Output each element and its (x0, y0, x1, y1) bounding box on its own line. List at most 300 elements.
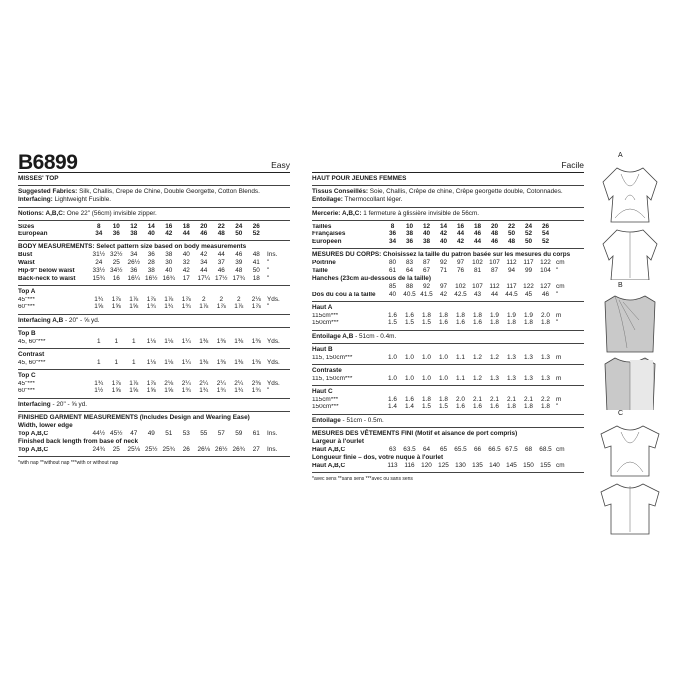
body-measurements-block (312, 249, 584, 302)
yardage-view-label: Top A (18, 287, 36, 295)
value-cell: 10 (112, 222, 120, 230)
fabrics-text (312, 188, 584, 204)
row-values (90, 339, 265, 345)
body-measurements-block (18, 241, 290, 285)
value-cell: 1.6 (388, 395, 397, 403)
row-values (384, 292, 554, 298)
value-cell: 1.0 (439, 353, 448, 361)
value-cell: 99 (524, 266, 533, 274)
unit-label: m (556, 311, 562, 319)
yardage-view-label: Interfacing A,B (18, 316, 64, 324)
value-cell: 46 (217, 266, 225, 274)
value-cell: 2.1 (507, 395, 516, 403)
row-label: 150cm*** (312, 320, 339, 327)
value-cell: 46 (235, 251, 243, 259)
value-cell: 26⅛ (197, 445, 210, 453)
value-cell: 1⅞ (216, 303, 226, 311)
value-cell: 44.5 (505, 290, 518, 298)
value-cell: 32 (182, 259, 190, 267)
value-cell: 1¾ (164, 303, 174, 311)
value-cell: 1⅜ (216, 358, 226, 366)
value-cell: 47 (130, 429, 138, 437)
row-label: Top A,B,C (18, 430, 49, 437)
value-cell: 1.8 (524, 403, 533, 411)
row-values (384, 239, 554, 245)
value-cell: 53 (182, 429, 190, 437)
value-cell: 2.1 (473, 395, 482, 403)
value-cell: 1 (96, 358, 101, 366)
value-cell: 38 (405, 230, 414, 238)
value-cell: 22 (507, 222, 516, 230)
value-cell: 38 (422, 238, 431, 246)
value-cell: 83 (405, 259, 414, 267)
difficulty-level: Easy (271, 159, 290, 170)
value-cell: 1 (114, 337, 119, 345)
unit-label: cm (556, 461, 565, 469)
value-cell: 20 (490, 222, 499, 230)
row-label: 45"*** (18, 380, 35, 387)
row-values (90, 252, 265, 258)
unit-label: Ins. (267, 429, 278, 437)
value-cell: 116 (404, 461, 415, 469)
value-cell: 52 (252, 230, 260, 238)
unit-label: " (267, 387, 270, 395)
unit-label: Yds. (267, 337, 280, 345)
fabrics-block (312, 186, 584, 207)
yardage-view-label: Top B (18, 329, 36, 337)
value-cell: 1.2 (490, 353, 499, 361)
value-cell: 68 (524, 445, 533, 453)
value-cell: 34 (200, 259, 208, 267)
value-cell: 1.1 (456, 353, 465, 361)
measurement-row (312, 267, 584, 275)
value-cell: 45½ (110, 429, 123, 437)
value-cell: 43 (473, 290, 482, 298)
unit-label: " (556, 290, 559, 298)
value-cell: 1⅛ (164, 337, 174, 345)
value-cell: 1.5 (388, 319, 397, 327)
fabrics-list: Silk, Challis, Crepe de Chine, Double Georgette, Cotton Blends. (77, 188, 260, 196)
value-cell: 1.2 (473, 374, 482, 382)
sizes-block (18, 221, 290, 242)
value-cell: 44 (182, 230, 190, 238)
value-cell: 1.6 (439, 319, 448, 327)
value-cell: 42 (165, 230, 173, 238)
value-cell: 125 (438, 461, 449, 469)
row-label: 60"*** (18, 304, 35, 311)
value-cell: 16 (112, 274, 120, 282)
yardage-group (18, 370, 290, 399)
row-label: Sizes (18, 223, 35, 230)
notions-block (312, 208, 584, 221)
value-cell: 2⅜ (251, 379, 261, 387)
value-cell: 1.3 (524, 374, 533, 382)
yardage-title (312, 417, 584, 425)
notions-label: Notions: A,B,C: (18, 209, 65, 217)
value-cell: 145 (506, 461, 517, 469)
value-cell: 45 (524, 290, 533, 298)
value-cell: 42.5 (454, 290, 467, 298)
pattern-title-bar (312, 150, 584, 173)
value-cell: 1¾ (94, 379, 104, 387)
row-values (384, 320, 554, 326)
value-cell: 42 (182, 266, 190, 274)
value-cell: 38 (165, 251, 173, 259)
value-cell: 1.8 (456, 311, 465, 319)
value-cell: 36 (388, 230, 397, 238)
value-cell: 1¾ (181, 303, 191, 311)
value-cell: 1⅜ (216, 337, 226, 345)
value-cell: 17¾ (232, 274, 245, 282)
row-label: Haut A,B,C (312, 446, 346, 453)
value-cell: 68.5 (539, 445, 552, 453)
view-b-illustration (595, 290, 665, 410)
value-cell: 1.8 (473, 311, 482, 319)
value-cell: 1⅞ (181, 295, 191, 303)
unit-label: cm (556, 259, 565, 267)
value-cell: 44 (490, 290, 499, 298)
value-cell: 122 (540, 259, 551, 267)
value-cell: 36 (112, 230, 120, 238)
value-cell: 38 (147, 266, 155, 274)
yardage-group (18, 328, 290, 349)
value-cell: 2¼ (234, 379, 244, 387)
value-cell: 80 (388, 259, 397, 267)
view-a-illustration (595, 160, 665, 280)
value-cell: 2 (236, 295, 241, 303)
value-cell: 81 (473, 266, 482, 274)
yardage-view-label: Interfacing (18, 400, 51, 408)
value-cell: 1.6 (456, 403, 465, 411)
value-cell: 1.8 (490, 319, 499, 327)
value-cell: 63.5 (403, 445, 416, 453)
yardage-group (18, 399, 290, 412)
value-cell: 1⅜ (199, 358, 209, 366)
value-cell: 1⅞ (234, 303, 244, 311)
value-cell: 1.3 (490, 374, 499, 382)
row-values (90, 268, 265, 274)
row-values (384, 397, 554, 403)
row-values (90, 231, 265, 237)
notions-value: One 22" (56cm) invisible zipper. (64, 209, 157, 217)
value-cell: 48 (217, 230, 225, 238)
finished-row (312, 462, 584, 470)
yardage-row (312, 375, 584, 383)
row-label: 115, 150cm*** (312, 354, 353, 361)
value-cell: 1⅞ (199, 303, 209, 311)
value-cell: 17 (182, 274, 190, 282)
value-cell: 24 (524, 222, 533, 230)
value-cell: 1.0 (422, 374, 431, 382)
value-cell: 37 (217, 259, 225, 267)
value-cell: 1.8 (439, 395, 448, 403)
value-cell: 1.0 (405, 353, 414, 361)
row-values (90, 304, 265, 310)
notions-value: 1 fermeture à glissière invisible de 56cm. (361, 209, 480, 217)
value-cell: 1¾ (234, 387, 244, 395)
value-cell: 1 (114, 358, 119, 366)
value-cell: 66 (473, 445, 482, 453)
value-cell: 16½ (145, 274, 158, 282)
section-header (312, 173, 584, 186)
row-values (384, 231, 554, 237)
finished-subtitle-width: Largeur à l'ourlet (312, 438, 364, 445)
value-cell: 130 (455, 461, 466, 469)
value-cell: 92 (422, 282, 431, 290)
section-title: HAUT POUR JEUNES FEMMES (312, 175, 407, 182)
value-cell: 71 (439, 266, 448, 274)
body-measurements-title: BODY MEASUREMENTS: Select pattern size based on body measurements (18, 243, 247, 251)
value-cell: 34 (95, 230, 103, 238)
value-cell: 49 (147, 429, 155, 437)
fabrics-text (18, 188, 290, 204)
value-cell: 87 (490, 266, 499, 274)
value-cell: 26 (252, 222, 260, 230)
row-values (384, 404, 554, 410)
value-cell: 50 (235, 230, 243, 238)
notions-text (312, 210, 584, 218)
value-cell: 2⅛ (251, 295, 261, 303)
finished-title: FINISHED GARMENT MEASUREMENTS (Includes Design and Wearing Ease) (18, 413, 250, 421)
value-cell: 1.3 (541, 374, 550, 382)
value-cell: 24 (95, 259, 103, 267)
value-cell: 2¼ (216, 379, 226, 387)
row-values (90, 381, 265, 387)
value-cell: 8 (390, 222, 395, 230)
finished-measurements-block (18, 412, 290, 457)
measurement-row (18, 267, 290, 275)
value-cell: 1.4 (405, 403, 414, 411)
row-values (90, 224, 265, 230)
value-cell: 85 (388, 282, 397, 290)
value-cell: 102 (455, 282, 466, 290)
value-cell: 32½ (110, 251, 123, 259)
value-cell: 97 (439, 282, 448, 290)
value-cell: 1.6 (490, 403, 499, 411)
unit-label: " (267, 266, 270, 274)
value-cell: 15¾ (92, 274, 105, 282)
value-cell: 1.0 (405, 374, 414, 382)
value-cell: 2.2 (541, 395, 550, 403)
value-cell: 1.8 (422, 395, 431, 403)
value-cell: 25¾ (162, 445, 175, 453)
value-cell: 1.8 (507, 403, 516, 411)
value-cell: 1¾ (251, 387, 261, 395)
value-cell: 48 (252, 251, 260, 259)
value-cell: 42 (200, 251, 208, 259)
value-cell: 1 (131, 358, 136, 366)
value-cell: 92 (439, 259, 448, 267)
value-cell: 2.1 (490, 395, 499, 403)
value-cell: 44 (473, 238, 482, 246)
row-label: 115, 150cm*** (312, 375, 353, 382)
unit-label: " (556, 319, 559, 327)
measurement-row (312, 283, 584, 291)
value-cell: 25⅛ (127, 445, 140, 453)
yardage-title (18, 317, 290, 325)
value-cell: 1.6 (388, 311, 397, 319)
row-values (90, 276, 265, 282)
row-values (384, 376, 554, 382)
row-values (90, 260, 265, 266)
value-cell: 113 (387, 461, 398, 469)
value-cell: 1.6 (405, 311, 414, 319)
value-cell: 127 (540, 282, 551, 290)
value-cell: 48 (507, 238, 516, 246)
value-cell: 18 (182, 222, 190, 230)
value-cell: 48 (235, 266, 243, 274)
value-cell: 1.5 (439, 403, 448, 411)
value-cell: 40 (439, 238, 448, 246)
yardage-view-label: Haut C (312, 387, 333, 395)
value-cell: 14 (439, 222, 448, 230)
finished-row (312, 446, 584, 454)
yardage-group (312, 386, 584, 415)
pattern-title-bar (18, 150, 290, 173)
value-cell: 1⅝ (111, 387, 121, 395)
value-cell: 87 (422, 259, 431, 267)
value-cell: 46 (490, 238, 499, 246)
value-cell: 2¼ (199, 379, 209, 387)
yardage-title (312, 367, 584, 375)
notions-text (18, 210, 290, 218)
value-cell: 28 (147, 259, 155, 267)
value-cell: 117 (506, 282, 517, 290)
yardage-group (312, 302, 584, 331)
unit-label: cm (556, 282, 565, 290)
value-cell: 42 (439, 290, 448, 298)
value-cell: 25½ (145, 445, 158, 453)
row-values (90, 447, 265, 453)
value-cell: 1⅞ (129, 379, 139, 387)
row-label: Poitrine (312, 260, 336, 267)
row-values (384, 260, 554, 266)
value-cell: 33½ (92, 266, 105, 274)
interfacing-text: Lightweight Fusible. (52, 196, 112, 204)
yardage-view-label: Contrast (18, 350, 45, 358)
value-cell: 26¾ (232, 445, 245, 453)
value-cell: 1.6 (473, 319, 482, 327)
value-cell: 1⅛ (146, 358, 156, 366)
value-cell: 2 (219, 295, 224, 303)
section-title: MISSES' TOP (18, 175, 59, 182)
yardage-group (18, 349, 290, 370)
yardage-title (18, 351, 290, 359)
value-cell: 27 (252, 445, 260, 453)
row-label: Françaises (312, 231, 346, 238)
value-cell: 1¾ (94, 295, 104, 303)
yardage-group (18, 315, 290, 328)
value-cell: 1.0 (439, 374, 448, 382)
value-cell: 1.0 (388, 374, 397, 382)
unit-label: m (556, 353, 562, 361)
row-label: 45, 60"*** (18, 338, 46, 345)
value-cell: 25 (112, 445, 120, 453)
yardage-row (18, 338, 290, 346)
unit-label: Yds. (267, 295, 280, 303)
interfacing-label: Entoilage: (312, 196, 343, 204)
value-cell: 1½ (94, 387, 104, 395)
finished-row (18, 446, 290, 454)
yardage-group (312, 415, 584, 428)
value-cell: 17¼ (197, 274, 210, 282)
difficulty-level: Facile (561, 159, 584, 170)
european-sizes-row-2 (312, 238, 584, 246)
row-label: European (18, 231, 48, 238)
value-cell: 36 (130, 266, 138, 274)
value-cell: 41.5 (420, 290, 433, 298)
row-label: Hip-9" below waist (18, 267, 75, 274)
value-cell: 2.0 (456, 395, 465, 403)
value-cell: 16¼ (127, 274, 140, 282)
value-cell: 46 (473, 230, 482, 238)
value-cell: 67 (422, 266, 431, 274)
fabrics-block (18, 186, 290, 207)
value-cell: 50 (524, 238, 533, 246)
value-cell: 12 (422, 222, 431, 230)
row-label: Dos du cou à la taille (312, 291, 376, 298)
value-cell: 1.0 (388, 353, 397, 361)
value-cell: 1⅜ (251, 358, 261, 366)
european-sizes-row (18, 231, 290, 239)
yardage-row (312, 354, 584, 362)
value-cell: 38 (130, 230, 138, 238)
value-cell: 42 (456, 238, 465, 246)
pattern-code: B6899 (18, 151, 78, 174)
row-values (90, 297, 265, 303)
value-cell: 1⅛ (146, 337, 156, 345)
value-cell: 30 (165, 259, 173, 267)
value-cell: 34 (130, 251, 138, 259)
view-c-illustration (595, 418, 665, 536)
value-cell: 1⅞ (129, 295, 139, 303)
row-label: 45, 60"*** (18, 359, 46, 366)
value-cell: 1.8 (422, 311, 431, 319)
value-cell: 1.8 (524, 319, 533, 327)
unit-label: m (556, 395, 562, 403)
finished-row (18, 430, 290, 438)
english-column (18, 150, 290, 466)
row-values (384, 463, 554, 469)
measurement-row (18, 275, 290, 283)
value-cell: 88 (405, 282, 414, 290)
value-cell: 1.6 (456, 319, 465, 327)
value-cell: 65 (439, 445, 448, 453)
value-cell: 59 (235, 429, 243, 437)
value-cell: 1⅛ (164, 358, 174, 366)
value-cell: 1⅜ (251, 337, 261, 345)
value-cell: 150 (523, 461, 534, 469)
measurement-row (312, 291, 584, 299)
yardage-view-label: Top C (18, 371, 36, 379)
value-cell: 67.5 (505, 445, 518, 453)
finished-measurements-block (312, 428, 584, 473)
value-cell: 97 (456, 259, 465, 267)
unit-label: Ins. (267, 251, 278, 259)
value-cell: 1⅝ (146, 387, 156, 395)
row-values (90, 360, 265, 366)
value-cell: 10 (405, 222, 414, 230)
row-label: Taille (312, 267, 328, 274)
yardage-title (18, 372, 290, 380)
value-cell: 112 (489, 282, 500, 290)
value-cell: 1⅞ (251, 303, 261, 311)
value-cell: 17½ (215, 274, 228, 282)
row-values (384, 224, 554, 230)
value-cell: 1⅜ (234, 337, 244, 345)
row-label: Haut A,B,C (312, 462, 346, 469)
row-values (384, 284, 554, 290)
